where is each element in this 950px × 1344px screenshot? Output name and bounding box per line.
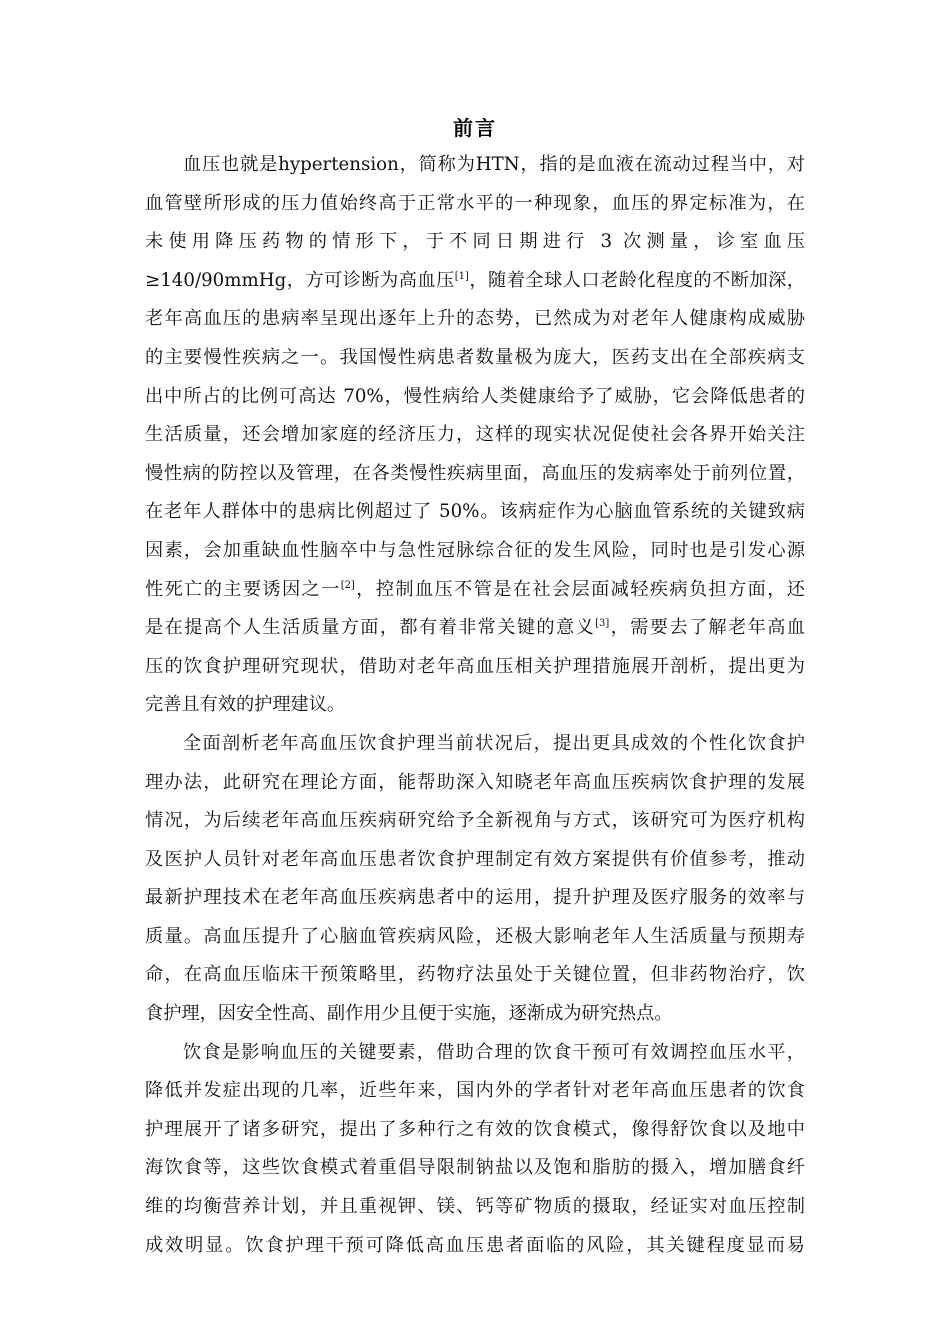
text-line: 血压也就是hypertension，简称为HTN，指的是血液在流动过程当中，对 bbox=[183, 154, 805, 175]
text-line: 慢性病的防控以及管理，在各类慢性疾病里面，高血压的发病率处于前列位置， bbox=[145, 462, 805, 484]
text-segment: ，控制血压不管是在社会层面减轻疾病负担方面，还 bbox=[354, 578, 805, 600]
text-segment: ≥140/90mmHg，方可诊断为高血压 bbox=[145, 269, 455, 291]
text-line: 饮食是影响血压的关键要素，借助合理的饮食干预可有效调控血压水平， bbox=[183, 1041, 805, 1063]
text-line: 在老年人群体中的患病比例超过了 50%。该病症作为心脑血管系统的关键致病 bbox=[145, 501, 805, 523]
text-line: 食护理，因安全性高、副作用少且便于实施，逐渐成为研究热点。 bbox=[145, 1003, 673, 1025]
text-line: 压的饮食护理研究现状，借助对老年高血压相关护理措施展开剖析，提出更为 bbox=[145, 655, 805, 677]
paragraph-2 bbox=[145, 725, 805, 1034]
text-line: 因素，会加重缺血性脑卒中与急性冠脉综合征的发生风险，同时也是引发心源 bbox=[145, 539, 805, 561]
text-line: 理办法，此研究在理论方面，能帮助深入知晓老年高血压疾病饮食护理的发展 bbox=[145, 771, 805, 793]
text-line: 及医护人员针对老年高血压患者饮食护理制定有效方案提供有价值参考，推动 bbox=[145, 848, 805, 870]
paragraph-1 bbox=[145, 146, 805, 725]
text-segment: 性死亡的主要诱因之一 bbox=[145, 578, 341, 600]
text-segment: 是在提高个人生活质量方面，都有着非常关键的意义 bbox=[145, 617, 596, 639]
text-line: 最新护理技术在老年高血压疾病患者中的运用，提升护理及医疗服务的效率与 bbox=[145, 887, 805, 909]
text-line: 全面剖析老年高血压饮食护理当前状况后，提出更具成效的个性化饮食护 bbox=[183, 732, 805, 754]
text-line bbox=[145, 262, 805, 301]
text-line: 成效明显。饮食护理干预可降低高血压患者面临的风险，其关键程度显而易 bbox=[145, 1234, 805, 1256]
citation-3: [3] bbox=[595, 618, 610, 630]
text-line: 生活质量，还会增加家庭的经济压力，这样的现实状况促使社会各界开始关注 bbox=[145, 424, 805, 446]
citation-1: [1] bbox=[454, 270, 469, 282]
text-line bbox=[145, 609, 805, 648]
text-line: 老年高血压的患病率呈现出逐年上升的态势，已然成为对老年人健康构成威胁 bbox=[145, 308, 805, 330]
text-line bbox=[145, 571, 805, 610]
text-line: 海饮食等，这些饮食模式着重倡导限制钠盐以及饱和脂肪的摄入，增加膳食纤 bbox=[145, 1157, 805, 1179]
text-line: 完善且有效的护理建议。 bbox=[145, 694, 346, 716]
text-line: 血管壁所形成的压力值始终高于正常水平的一种现象，血压的界定标准为，在 bbox=[145, 192, 805, 214]
text-line: 命，在高血压临床干预策略里，药物疗法虽处于关键位置，但非药物治疗，饮 bbox=[145, 964, 805, 986]
text-segment: ，随着全球人口老龄化程度的不断加深， bbox=[468, 269, 805, 291]
text-line: 降低并发症出现的几率，近些年来，国内外的学者针对老年高血压患者的饮食 bbox=[145, 1080, 805, 1102]
paragraph-3 bbox=[145, 1034, 805, 1266]
text-segment: ，需要去了解老年高血 bbox=[609, 617, 805, 639]
page-title: 前言 bbox=[453, 116, 497, 140]
text-line: 的主要慢性疾病之一。我国慢性病患者数量极为庞大，医药支出在全部疾病支 bbox=[145, 346, 805, 368]
text-line: 护理展开了诸多研究，提出了多种行之有效的饮食模式，像得舒饮食以及地中 bbox=[145, 1118, 805, 1140]
text-line: 维的均衡营养计划，并且重视钾、镁、钙等矿物质的摄取，经证实对血压控制 bbox=[145, 1196, 805, 1218]
text-line: 情况，为后续老年高血压疾病研究给予全新视角与方式，该研究可为医疗机构 bbox=[145, 810, 805, 832]
document-body bbox=[145, 146, 805, 1265]
text-line: 质量。高血压提升了心脑血管疾病风险，还极大影响老年人生活质量与预期寿 bbox=[145, 925, 805, 947]
text-line: 未使用降压药物的情形下，于不同日期进行 3 次测量，诊室血压 bbox=[145, 231, 805, 253]
citation-2: [2] bbox=[340, 579, 355, 591]
text-line: 出中所占的比例可高达 70%，慢性病给人类健康给予了威胁，它会降低患者的 bbox=[145, 385, 805, 407]
